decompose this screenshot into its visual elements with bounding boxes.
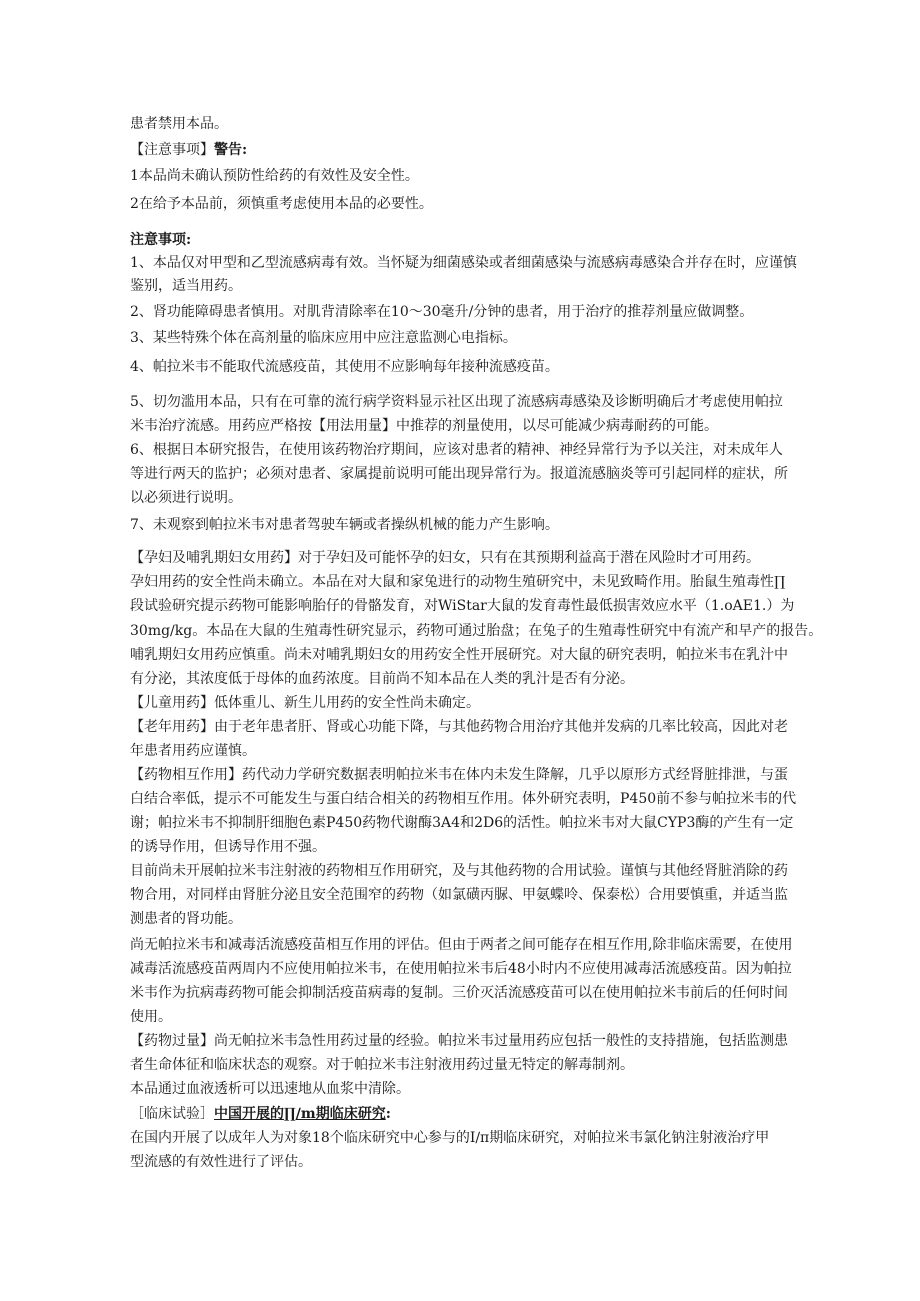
text-line: 患者禁用本品。 bbox=[130, 116, 228, 132]
text-line: 3、某些特殊个体在高剂量的临床应用中应注意监测心电指标。 bbox=[130, 330, 517, 346]
text-line: 本品通过血液透析可以迅速地从血浆中清除。 bbox=[130, 1081, 410, 1097]
section-label: 【注意事项】 bbox=[130, 142, 214, 158]
text-line: 使用。 bbox=[130, 1009, 172, 1025]
text-line bbox=[130, 1104, 391, 1124]
text-line: 谢；帕拉米韦不抑制肝细胞色素P450药物代谢酶3A4和2D6的活性。帕拉米韦对大鼠CYP3酶的产生有一定 bbox=[130, 815, 794, 831]
text-line: 段试验研究提示药物可能影响胎仔的骨骼发育，对WiStar大鼠的发育毒性最低损害效应水平（1.oAE1.）为 bbox=[130, 598, 795, 614]
text-line: 尚无帕拉米韦和减毒活流感疫苗相互作用的评估。但由于两者之间可能存在相互作用,除非临床需要，在使用 bbox=[130, 937, 793, 953]
text-line: 的诱导作用，但诱导作用不强。 bbox=[130, 839, 326, 855]
clinical-trial-heading: 中国开展的∏∕m期临床研究 bbox=[214, 1106, 386, 1122]
text-line: 测患者的肾功能。 bbox=[130, 911, 242, 927]
text-line: 米韦作为抗病毒药物可能会抑制活疫苗病毒的复制。三价灭活流感疫苗可以在使用帕拉米韦前后的任何时间 bbox=[130, 985, 788, 1001]
text-line: 1、本品仅对甲型和乙型流感病毒有效。当怀疑为细菌感染或者细菌感染与流感病毒感染合并存在时，应谨慎 bbox=[130, 255, 797, 271]
text-line: 5、切勿滥用本品，只有在可靠的流行病学资料显示社区出现了流感病毒感染及诊断明确后才考虑使用帕拉 bbox=[130, 394, 783, 410]
precautions-heading: 注意事项: bbox=[130, 232, 192, 248]
text-line: 1本品尚未确认预防性给药的有效性及安全性。 bbox=[130, 168, 419, 184]
text-line: 减毒活流感疫苗两周内不应使用帕拉米韦，在使用帕拉米韦后48小时内不应使用减毒活流感疫苗。因为帕拉 bbox=[130, 961, 792, 977]
text-line: 7、未观察到帕拉米韦对患者驾驶车辆或者操纵机械的能力产生影响。 bbox=[130, 517, 559, 533]
text-line: 6、根据日本研究报告，在使用该药物治疗期间，应该对患者的精神、神经异常行为予以关注，对未成年人 bbox=[130, 442, 783, 458]
text-line: 物合用，对同样由肾脏分泌且安全范围窄的药物（如氯磺丙脲、甲氨蝶呤、保泰松）合用要慎重，并适当监 bbox=[130, 887, 788, 903]
section-label: ［临床试验］ bbox=[130, 1106, 214, 1122]
text-line: 哺乳期妇女用药应慎重。尚未对哺乳期妇女的用药安全性开展研究。对大鼠的研究表明，帕拉米韦在乳汁中 bbox=[130, 647, 788, 663]
text-line: 鉴别，适当用药。 bbox=[130, 278, 242, 294]
text-line: 孕妇用药的安全性尚未确立。本品在对大鼠和家兔进行的动物生殖研究中，未见致畸作用。胎鼠生殖毒性∏ bbox=[130, 574, 786, 590]
warning-heading: 警告: bbox=[214, 142, 248, 158]
text-line: 【老年用药】由于老年患者肝、肾或心功能下降，与其他药物合用治疗其他并发病的几率比较高，因此对老 bbox=[130, 719, 788, 735]
text-line: 【孕妇及哺乳期妇女用药】对于孕妇及可能怀孕的妇女，只有在其预期利益高于潜在风险时才可用药。 bbox=[130, 550, 760, 566]
text-line: 者生命体征和临床状态的观察。对于帕拉米韦注射液用药过量无特定的解毒制剂。 bbox=[130, 1057, 634, 1073]
text-line: 等进行两天的监护；必须对患者、家属提前说明可能出现异常行为。报道流感脑炎等可引起同样的症状，所 bbox=[130, 466, 788, 482]
text-line bbox=[130, 140, 247, 160]
text-line: 米韦治疗流感。用药应严格按【用法用量】中推荐的剂量使用，以尽可能减少病毒耐药的可能。 bbox=[130, 418, 718, 434]
text-line: 有分泌，其浓度低于母体的血药浓度。目前尚不知本品在人类的乳汁是否有分泌。 bbox=[130, 671, 634, 687]
text-line: 以必须进行说明。 bbox=[130, 490, 242, 506]
text-line: 2在给予本品前，须慎重考虑使用本品的必要性。 bbox=[130, 196, 433, 212]
text-line: 4、帕拉米韦不能取代流感疫苗，其使用不应影响每年接种流感疫苗。 bbox=[130, 359, 559, 375]
text-line: 目前尚未开展帕拉米韦注射液的药物相互作用研究，及与其他药物的合用试验。谨慎与其他经肾脏消除的药 bbox=[130, 863, 788, 879]
text-line: 型流感的有效性进行了评估。 bbox=[130, 1154, 312, 1170]
heading-colon: : bbox=[385, 1106, 391, 1122]
text-line: 年患者用药应谨慎。 bbox=[130, 743, 256, 759]
text-line: 【药物过量】尚无帕拉米韦急性用药过量的经验。帕拉米韦过量用药应包括一般性的支持措施，包括监测患 bbox=[130, 1033, 788, 1049]
text-line: 在国内开展了以成年人为对象18个临床研究中心参与的I∕π期临床研究，对帕拉米韦氯化钠注射液治疗甲 bbox=[130, 1130, 770, 1146]
text-line: 【药物相互作用】药代动力学研究数据表明帕拉米韦在体内未发生降解，几乎以原形方式经肾脏排泄，与蛋 bbox=[130, 767, 788, 783]
text-line: 【儿童用药】低体重儿、新生儿用药的安全性尚未确定。 bbox=[130, 695, 480, 711]
text-line: 30mg∕kg。本品在大鼠的生殖毒性研究显示，药物可通过胎盘；在兔子的生殖毒性研究中有流产和早产的报告。 bbox=[130, 623, 823, 639]
text-line: 白结合率低，提示不可能发生与蛋白结合相关的药物相互作用。体外研究表明，P450前不参与帕拉米韦的代 bbox=[130, 791, 797, 807]
text-line: 2、肾功能障碍患者慎用。对肌背清除率在10〜30毫升/分钟的患者，用于治疗的推荐剂量应做调整。 bbox=[130, 304, 754, 320]
